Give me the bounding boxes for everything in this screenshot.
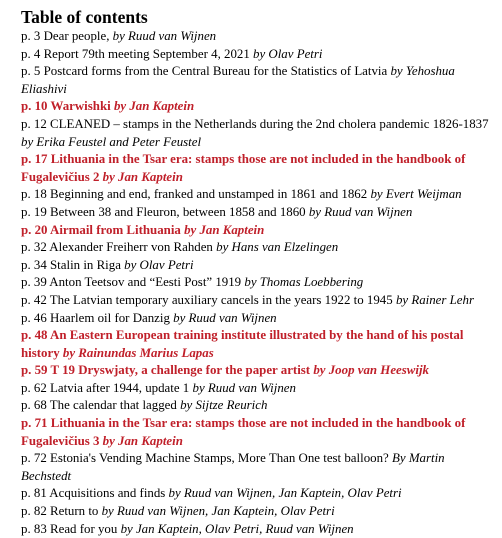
- toc-entry-title: Stalin in Riga: [50, 257, 121, 272]
- toc-entry-title: Postcard forms from the Central Bureau for the Statistics of Latvia: [43, 64, 388, 79]
- toc-entry-author: by Thomas Loebbering: [244, 275, 364, 290]
- toc-entry: [21, 98, 495, 116]
- toc-entry-title: T 19 Dryswjaty, a challenge for the paper artist: [50, 363, 311, 378]
- toc-entry-page: p. 34: [21, 257, 47, 272]
- toc-entry-page: p. 42: [21, 292, 47, 307]
- toc-entry-title: Warwishki: [50, 99, 111, 114]
- toc-entry-author: By Martin Bechstedt: [21, 451, 445, 483]
- toc-entry-author: by Rainer Lehr: [395, 292, 474, 307]
- toc-entry-page: p. 39: [21, 275, 47, 290]
- toc-entry-author: by Rainundas Marius Lapas: [62, 345, 214, 360]
- toc-entry: [21, 415, 495, 450]
- toc-entry-page: p. 32: [21, 240, 47, 255]
- toc-entry-title: The calendar that lagged: [49, 398, 177, 413]
- toc-entry-page: p. 62: [21, 380, 47, 395]
- toc-entry-author: by Jan Kaptein: [102, 433, 183, 448]
- toc-entry: [21, 521, 495, 538]
- toc-entry-author: by Ruud van Wijnen: [192, 380, 296, 395]
- toc-entry: [21, 116, 495, 151]
- toc-entry-author: by Hans van Elzelingen: [216, 240, 339, 255]
- toc-entry: [21, 327, 495, 362]
- toc-entry: [21, 151, 495, 186]
- toc-entry-author: by Jan Kaptein, Olav Petri, Ruud van Wijnen: [120, 521, 354, 536]
- toc-entry-page: p. 5: [21, 64, 41, 79]
- toc-entry-title: Airmail from Lithuania: [50, 222, 181, 237]
- toc-entry-author: by Olav Petri: [253, 46, 323, 61]
- toc-entry-author: by Evert Weijman: [370, 187, 462, 202]
- toc-entry-page: p. 81: [21, 486, 47, 501]
- toc-entry-title: Alexander Freiherr von Rahden: [49, 240, 213, 255]
- toc-entry-title: CLEANED – stamps in the Netherlands during the 2nd cholera pandemic 1826-1837: [50, 116, 489, 131]
- toc-entry-page: p. 71: [21, 416, 48, 431]
- toc-entry-title: Return to: [50, 504, 99, 519]
- toc-entry-page: p. 46: [21, 310, 47, 325]
- toc-entry-page: p. 83: [21, 521, 47, 536]
- toc-entry-title: Anton Teetsov and “Eesti Post” 1919: [49, 275, 242, 290]
- toc-entry-page: p. 12: [21, 116, 47, 131]
- toc-entry-author: by Jan Kaptein: [113, 99, 195, 114]
- toc-entry-author: by Ruud van Wijnen: [173, 310, 277, 325]
- toc-entry-page: p. 59: [21, 363, 48, 378]
- toc-entry-page: p. 3: [21, 29, 41, 43]
- toc-entry: [21, 63, 495, 98]
- toc-entry-page: p. 18: [21, 187, 47, 202]
- toc-entry-page: p. 68: [21, 398, 47, 413]
- toc-entry: [21, 292, 495, 310]
- toc-entry: [21, 310, 495, 328]
- toc-entry-author: by Ruud van Wijnen: [112, 29, 217, 43]
- toc-entry: [21, 450, 495, 485]
- toc-entry-page: p. 17: [21, 152, 48, 167]
- toc-entry-title: Lithuania in the Tsar era: stamps those are not included in the handbook of Fugalevičius 3: [21, 416, 466, 448]
- toc-entry-author: by Ruud van Wijnen, Jan Kaptein, Olav Petri: [168, 486, 402, 501]
- toc-entry-title: Acquisitions and finds: [49, 486, 166, 501]
- toc-entry-title: Between 38 and Fleuron, between 1858 and 1860: [50, 204, 306, 219]
- toc-entry-author: by Jan Kaptein: [102, 169, 183, 184]
- toc-entry-title: Dear people,: [43, 29, 110, 43]
- toc-entry-title: Read for you: [50, 521, 118, 536]
- toc-entry-page: p. 19: [21, 204, 47, 219]
- toc-entry-page: p. 48: [21, 328, 48, 343]
- toc-entry-title: Latvia after 1944, update 1: [50, 380, 190, 395]
- toc-entry: [21, 28, 495, 46]
- toc-entry-author: by Erika Feustel and Peter Feustel: [21, 134, 202, 149]
- toc-entry-page: p. 82: [21, 504, 47, 519]
- toc-entry: [21, 362, 495, 380]
- toc-entry: [21, 46, 495, 64]
- toc-entry-author: by Sijtze Reurich: [180, 398, 268, 413]
- toc-entry-page: p. 4: [21, 46, 41, 61]
- toc-entry: [21, 257, 495, 275]
- toc-entry-page: p. 10: [21, 99, 48, 114]
- toc-entry-author: by Olav Petri: [124, 257, 194, 272]
- toc-entry-title: An Eastern European training institute illustrated by the hand of his postal history: [21, 328, 464, 360]
- toc-entry-title: Report 79th meeting September 4, 2021: [43, 46, 250, 61]
- toc-entry: [21, 222, 495, 240]
- toc-entry: [21, 204, 495, 222]
- toc-list: [21, 28, 495, 538]
- toc-entry-page: p. 72: [21, 451, 47, 466]
- toc-entry: [21, 397, 495, 415]
- toc-entry-author: by Jan Kaptein: [184, 222, 265, 237]
- toc-entry-author: by Yehoshua Eliashivi: [21, 64, 455, 96]
- toc-entry-author: by Ruud van Wijnen, Jan Kaptein, Olav Petri: [101, 504, 335, 519]
- toc-entry-title: The Latvian temporary auxiliary cancels in the years 1922 to 1945: [49, 292, 393, 307]
- toc-entry: [21, 274, 495, 292]
- toc-entry-title: Haarlem oil for Danzig: [50, 310, 170, 325]
- page-title: Table of contents: [21, 7, 148, 27]
- toc-entry-title: Lithuania in the Tsar era: stamps those are not included in the handbook of Fugalevičius 2: [21, 152, 466, 184]
- table-of-contents: [21, 7, 495, 538]
- toc-entry-author: by Ruud van Wijnen: [308, 204, 413, 219]
- toc-entry: [21, 485, 495, 503]
- toc-entry-title: Beginning and end, franked and unstamped in 1861 and 1862: [50, 187, 368, 202]
- toc-entry-title: Estonia's Vending Machine Stamps, More Than One test balloon?: [50, 451, 389, 466]
- toc-entry-author: by Joop van Heeswijk: [313, 363, 429, 378]
- toc-entry-page: p. 20: [21, 222, 48, 237]
- toc-entry: [21, 380, 495, 398]
- toc-entry: [21, 239, 495, 257]
- toc-entry: [21, 186, 495, 204]
